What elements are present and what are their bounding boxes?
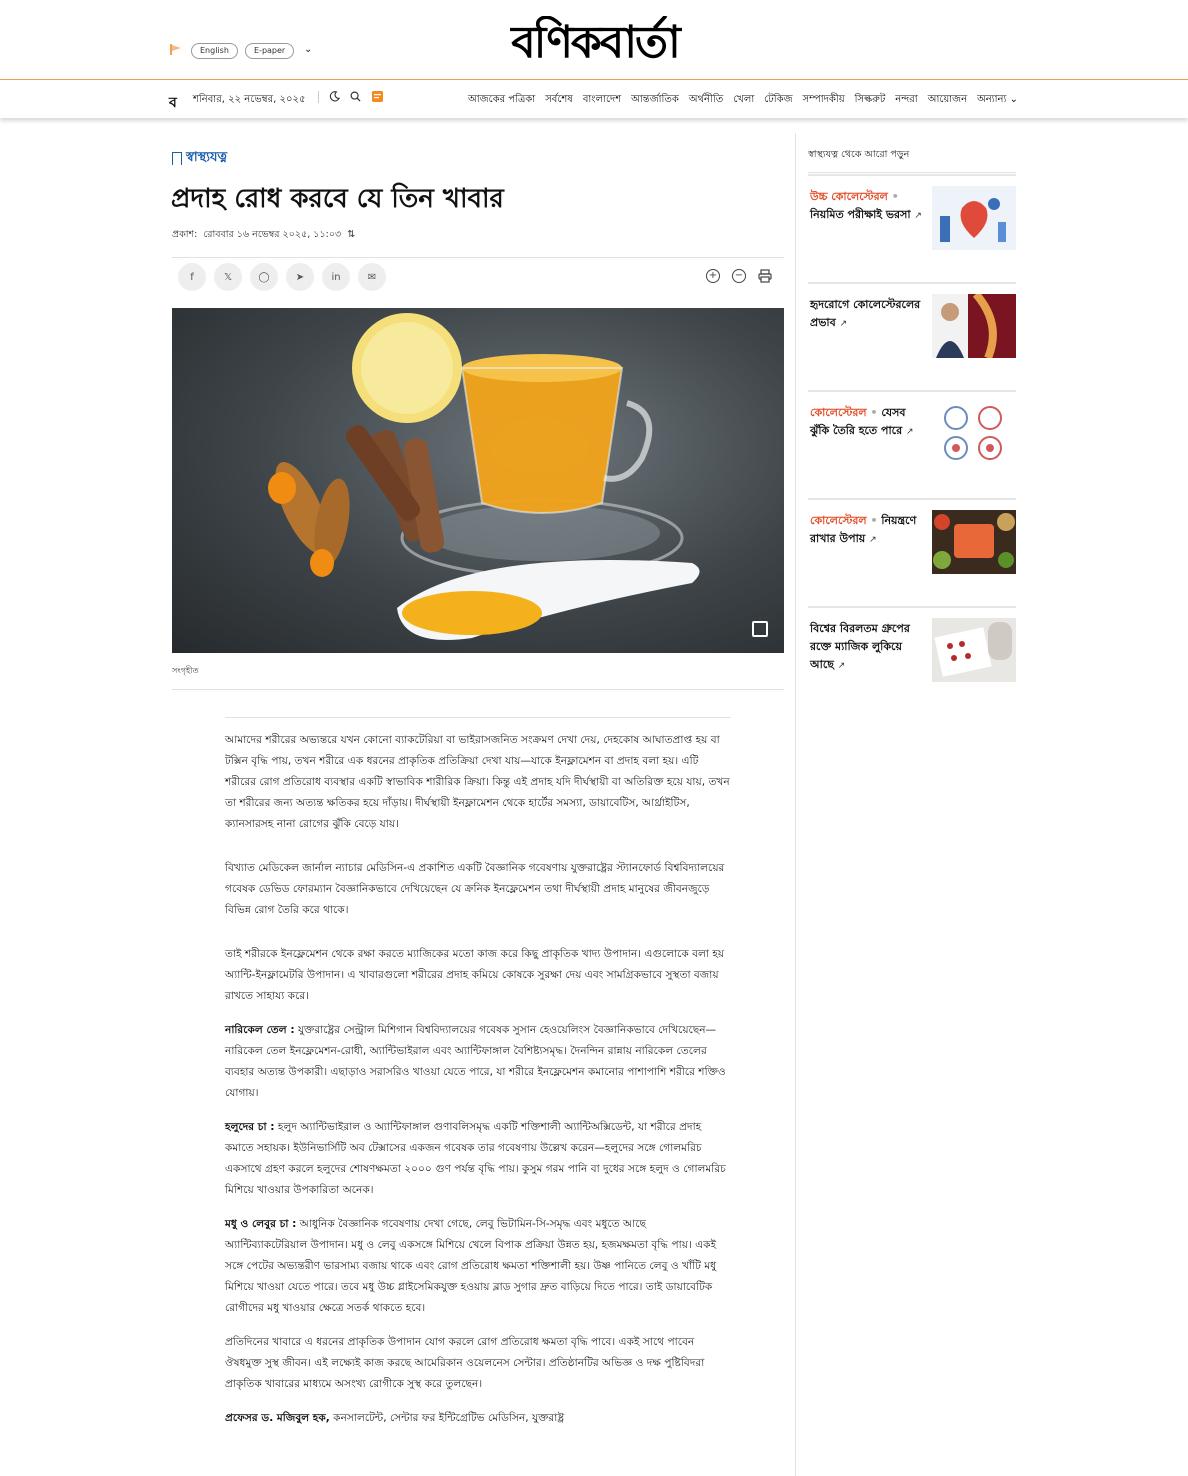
nav-item[interactable]: খেলা	[733, 94, 755, 105]
paragraph-text: তাই শরীরকে ইনফ্লেমেশন থেকে রক্ষা করতে ম্যাজিকের মতো কাজ করে কিছু প্রাকৃতিক খাদ্য উপাদান। এগুলোকে বলা হয় অ্যান্টি-ইনফ্লামেটরি উপাদান। এ খাবারগুলো শরীরের প্রদাহ কমিয়ে কোষকে সুরক্ষা দেয় এবং সামগ্রিকভাবে সুস্থতা বজায় রাখতে সাহায্য করে।	[225, 948, 725, 1002]
divider	[318, 91, 319, 103]
related-title: নিয়ন্ত্রণে রাখার উপায়	[810, 514, 917, 545]
paragraph-text: কনসালটেন্ট, সেন্টার ফর ইন্টিগ্রেটিভ মেডিসিন, যুক্তরাষ্ট্র	[329, 1412, 565, 1424]
chevron-down-icon[interactable]: ⌄	[304, 44, 313, 55]
related-article-text	[810, 188, 922, 225]
related-article[interactable]	[808, 390, 1016, 494]
nav-item[interactable]: আজকের পত্রিকা	[468, 94, 536, 105]
site-logo[interactable]: বণিকবার্তা	[511, 17, 679, 68]
sidebar-divider	[795, 133, 796, 1476]
related-title: হৃদরোগে কোলেস্টেরলের প্রভাব	[810, 298, 921, 329]
dot: •	[891, 190, 899, 203]
related-thumbnail	[932, 510, 1016, 574]
main-nav	[0, 80, 1188, 118]
nav-item-label: অন্যান্য	[977, 94, 1007, 105]
image-caption: সংগৃহীত	[172, 666, 199, 675]
paragraph-text: বিখ্যাত মেডিকেল জার্নাল ন্যাচার মেডিসিন-এ প্রকাশিত একটি বৈজ্ঞানিক গবেষণায় যুক্তরাষ্ট্রের স্ট্যানফোর্ড বিশ্ববিদ্যালয়ের গবেষক ডেভিড ফোরম্যান বৈজ্ঞানিকভাবে দেখিয়েছেন যে ক্রনিক ইনফ্লেমেশন তথা দীর্ঘস্থায়ী প্রদাহ মানুষের জীবনজুড়ে বিভিন্ন রোগ তৈরি করে থাকে।	[225, 862, 725, 916]
facebook-icon[interactable]: f	[178, 263, 206, 291]
divider	[172, 689, 784, 690]
x-icon[interactable]: 𝕏	[214, 263, 242, 291]
dot: •	[870, 406, 878, 419]
telegram-icon[interactable]: ➤	[286, 263, 314, 291]
nav-item[interactable]: আন্তর্জাতিক	[631, 94, 679, 105]
related-article-text	[810, 512, 922, 549]
article-paragraph	[225, 944, 731, 1007]
paragraph-lead: নারিকেল তেল :	[225, 1024, 295, 1036]
whatsapp-icon[interactable]: ◯	[250, 263, 278, 291]
published-date: রোববার ১৬ নভেম্বর ২০২৫, ১১:০৩	[203, 229, 342, 240]
nav-item[interactable]: টেকিজ	[764, 94, 793, 105]
expand-icon: ↗	[837, 661, 846, 671]
nav-date: শনিবার, ২২ নভেম্বর, ২০২৫	[193, 94, 306, 105]
hero-image[interactable]	[172, 308, 784, 653]
share-bar	[178, 263, 386, 291]
related-thumbnail	[932, 294, 1016, 358]
divider	[172, 257, 784, 258]
expand-icon: ↗	[839, 319, 848, 329]
article-tools	[706, 269, 772, 283]
paragraph-lead: মধু ও লেবুর চা :	[225, 1218, 297, 1230]
published-label: প্রকাশ:	[172, 229, 198, 240]
article-body	[225, 730, 731, 1452]
chevron-down-icon: ⌄	[1009, 94, 1018, 105]
print-icon[interactable]	[758, 269, 772, 283]
related-thumbnail	[932, 186, 1016, 250]
paragraph-text: প্রতিদিনের খাবারে এ ধরনের প্রাকৃতিক উপাদান যোগ করলে রোগ প্রতিরোধ ক্ষমতা বৃদ্ধি পাবে। একই সাথে পাবেন ঔষধমুক্ত সুস্থ জীবন। এই লক্ষ্যেই কাজ করছে আমেরিকান ওয়েলনেস সেন্টার। প্রতিষ্ঠানটির অভিজ্ঞ ও দক্ষ পুষ্টিবিদরা প্রাকৃতিক খাবারের মাধ্যমে অসংখ্য রোগীকে সুস্থ করে তুলছেন।	[225, 1336, 705, 1390]
nav-menu	[468, 92, 1018, 109]
nav-item[interactable]: আয়োজন	[927, 94, 968, 105]
related-article-text	[810, 620, 928, 675]
search-icon[interactable]	[350, 91, 361, 102]
related-article-text	[810, 296, 922, 333]
article-paragraph	[225, 1020, 731, 1104]
article-paragraph	[225, 1332, 731, 1395]
epaper-button[interactable]: E-paper	[245, 43, 294, 59]
dot: •	[870, 514, 878, 527]
related-article[interactable]	[808, 606, 1016, 710]
expand-icon: ↗	[905, 427, 914, 437]
flag-icon[interactable]	[170, 44, 182, 55]
paragraph-text: যুক্তরাষ্ট্রের সেন্ট্রাল মিশিগান বিশ্ববিদ্যালয়ের গবেষক সুসান হেওয়েলিংস বৈজ্ঞানিকভাবে দেখিয়েছেন—নারিকেল তেল ইনফ্লেমেশন-রোধী, অ্যান্টিভাইরাল এবং অ্যান্টিফাঙ্গাল বৈশিষ্ট্যসমৃদ্ধ। দৈনন্দিন রান্নায় নারিকেল তেলের ব্যবহার অত্যন্ত উপকারী। এছাড়াও সরাসরিও খাওয়া যেতে পারে, যা শরীরে ইনফ্লেমেশন কমানোর পাশাপাশি শরীরে শক্তিও যোগায়।	[225, 1024, 726, 1099]
related-article-text	[810, 404, 922, 441]
english-button[interactable]: English	[191, 43, 238, 59]
email-icon[interactable]: ✉	[358, 263, 386, 291]
article-paragraph	[225, 1214, 731, 1319]
divider	[808, 172, 1016, 173]
turmeric-tea-photo	[172, 308, 784, 653]
related-kicker: কোলেস্টেরল	[810, 514, 867, 527]
paragraph-text: আমাদের শরীরের অভ্যন্তরে যখন কোনো ব্যাকটেরিয়া বা ভাইরাসজনিত সংক্রমণ দেখা দেয়, দেহকোষ আঘাতপ্রাপ্ত হয় বা টক্সিন বৃদ্ধি পায়, তখন শরীরে এক ধরনের প্রাকৃতিক প্রতিক্রিয়া দেখা যায়—যাকে ইনফ্লামেশন বা প্রদাহ বলা হয়। এটি শরীরের রোগ প্রতিরোধ ব্যবস্থার একটি স্বাভাবিক শারীরিক ক্রিয়া। কিন্তু এই প্রদাহ যদি দীর্ঘস্থায়ী বা অতিরিক্ত হয়ে যায়, তখন তা শরীরের জন্য অত্যন্ত ক্ষতিকর হয়ে দাঁড়ায়। দীর্ঘস্থায়ী ইনফ্লামেশন থেকে হার্টের সমস্যা, ডায়াবেটিস, আর্থ্রাইটিস, ক্যানসারসহ নানা রোগের ঝুঁকি বেড়ে যায়।	[225, 734, 730, 830]
paragraph-lead: হলুদের চা :	[225, 1121, 275, 1133]
article-paragraph	[225, 1117, 731, 1201]
nav-item[interactable]: বাংলাদেশ	[582, 94, 622, 105]
related-title: বিশ্বের বিরলতম গ্রুপের রক্তে ম্যাজিক লুকিয়ে আছে	[810, 622, 910, 671]
publish-meta	[172, 228, 355, 243]
nav-item[interactable]: সিল্করুট	[854, 94, 886, 105]
paragraph-lead: প্রফেসর ড. মজিবুল হক,	[225, 1412, 330, 1424]
zoom-in-icon[interactable]: +	[706, 269, 720, 283]
nav-icons	[318, 90, 384, 103]
related-title: নিয়মিত পরীক্ষাই ভরসা	[810, 208, 911, 221]
linkedin-icon[interactable]: in	[322, 263, 350, 291]
sort-icon: ⇅	[347, 229, 356, 240]
related-thumbnail	[932, 402, 1016, 466]
sidebar-heading: স্বাস্থ্যযত্ন থেকে আরো পড়ুন	[808, 149, 910, 160]
related-article[interactable]	[808, 282, 1016, 386]
nav-item[interactable]: সম্পাদকীয়	[802, 94, 845, 105]
paragraph-text: আধুনিক বৈজ্ঞানিক গবেষণায় দেখা গেছে, লেবু ভিটামিন-সি-সমৃদ্ধ এবং মধুতে আছে অ্যান্টিব্যাকটেরিয়াল উপাদান। মধু ও লেবু একসঙ্গে মিশিয়ে খেলে বিপাক প্রক্রিয়া উন্নত হয়, হজমক্ষমতা বৃদ্ধি পায়। একই সঙ্গে পেটের অভ্যন্তরীণ ভারসাম্য বজায় থাকে এবং রোগ প্রতিরোধ ক্ষমতা শক্তিশালী হয়। উষ্ণ পানিতে লেবু ও খাঁটি মধু মিশিয়ে খাওয়া যেতে পারে। তবে মধু উচ্চ গ্লাইসেমিকযুক্ত হওয়ায় ব্লাড সুগার দ্রুত বাড়িয়ে দিতে পারে। তাই ডায়াবেটিক রোগীদের মধু খাওয়ার ক্ষেত্রে সতর্ক থাকতে হবে।	[225, 1218, 717, 1314]
related-article[interactable]	[808, 498, 1016, 602]
category-label: স্বাস্থ্যযত্ন	[186, 150, 228, 165]
expand-icon: ↗	[869, 535, 877, 545]
related-kicker: উচ্চ কোলেস্টেরল	[810, 190, 888, 203]
fullscreen-icon[interactable]	[752, 621, 768, 637]
article-title: প্রদাহ রোধ করবে যে তিন খাবার	[171, 184, 504, 214]
related-thumbnail	[932, 618, 1016, 682]
article-paragraph	[225, 858, 731, 921]
nav-item[interactable]: নন্দরা	[895, 94, 918, 105]
top-header	[0, 0, 1188, 80]
related-article[interactable]	[808, 174, 1016, 278]
article-paragraph	[225, 730, 731, 835]
paragraph-text: হলুদ অ্যান্টিভাইরাল ও অ্যান্টিফাঙ্গাল গুণাবলিসমৃদ্ধ একটি শক্তিশালী অ্যান্টিঅক্সিডেন্ট, যা শরীরে প্রদাহ কমাতে সহায়ক। ইউনিভার্সিটি অব টেক্সাসের একজন গবেষক তার গবেষণায় উল্লেখ করেন—হলুদের সঙ্গে গোলমরিচ একসাথে গ্রহণ করলে হলুদের শোষণক্ষমতা ২০০০ গুণ পর্যন্ত বৃদ্ধি পায়। কুসুম গরম পানি বা দুধের সঙ্গে হলুদ ও গোলমরিচ মিশিয়ে খাওয়ার উপকারিতা অনেক।	[225, 1121, 726, 1196]
nav-item[interactable]: সর্বশেষ	[545, 94, 573, 105]
nav-item-more[interactable]	[977, 92, 1018, 109]
related-title: যেসব ঝুঁকি তৈরি হতে পারে	[810, 406, 906, 437]
article-paragraph	[225, 1408, 731, 1429]
expand-icon: ↗	[914, 211, 922, 221]
divider	[225, 717, 731, 718]
epaper-icon[interactable]	[371, 90, 384, 103]
category-link[interactable]	[172, 148, 227, 169]
nav-item[interactable]: অর্থনীতি	[688, 94, 724, 105]
moon-icon[interactable]	[329, 91, 340, 102]
nav-logo-mark[interactable]: ব	[169, 95, 177, 111]
related-kicker: কোলেস্টেরল	[810, 406, 867, 419]
bookmark-icon	[172, 152, 182, 165]
zoom-out-icon[interactable]: −	[732, 269, 746, 283]
